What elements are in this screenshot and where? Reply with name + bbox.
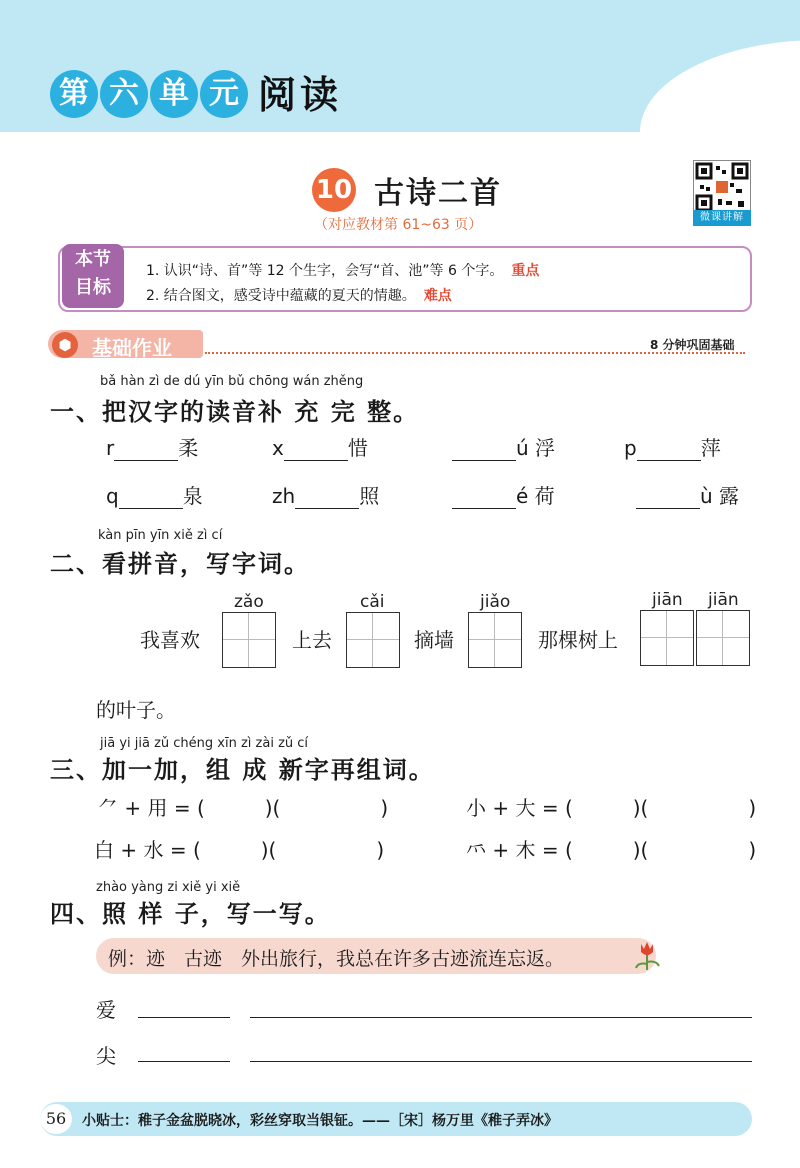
objectives-tag-line2: 目标 <box>75 277 111 298</box>
unit-char-3: 单 <box>150 70 198 118</box>
answer-blank[interactable] <box>119 486 183 509</box>
objective-item-1 <box>146 260 539 280</box>
q1-item-post: é 荷 <box>516 484 555 508</box>
objective-mark: 难点 <box>423 288 452 304</box>
q3-equation-2: 小 + 大 = ( )( ) <box>466 796 757 820</box>
q1-item <box>452 480 555 509</box>
lesson-title: 古诗二首 <box>374 176 502 211</box>
q2-pinyin: kàn pīn yīn xiě zì cí <box>98 528 223 543</box>
q1-item-post: 照 <box>359 484 380 508</box>
q1-item <box>106 480 203 509</box>
answer-line[interactable] <box>138 1060 230 1062</box>
q1-item-post: 萍 <box>700 436 721 460</box>
objective-mark: 重点 <box>511 263 540 279</box>
objectives-tag-line1: 本节 <box>75 249 111 270</box>
objective-item-2 <box>146 285 452 305</box>
unit-char-2: 六 <box>100 70 148 118</box>
footer-tip: 小贴士：稚子金盆脱晓冰，彩丝穿取当银钲。——［宋］杨万里《稚子弄冰》 <box>82 1113 558 1129</box>
answer-blank[interactable] <box>452 438 516 461</box>
writing-box[interactable] <box>468 612 522 668</box>
tulip-icon <box>632 940 662 976</box>
qr-code-icon <box>694 161 750 213</box>
q3-equation-1: ⺈ + 用 = ( )( ) <box>98 796 389 820</box>
q1-item-pre: zh <box>272 484 296 508</box>
q4-pinyin: zhào yàng zi xiě yi xiě <box>96 880 241 895</box>
qr-label: 微课讲解 <box>693 210 751 226</box>
q1-item <box>636 480 739 509</box>
answer-line[interactable] <box>250 1016 752 1018</box>
q1-item-post: 泉 <box>182 484 203 508</box>
writing-box[interactable] <box>222 612 276 668</box>
q1-item-pre: p <box>624 436 637 460</box>
q3-title: 三、加一加，组 成 新字再组词。 <box>50 756 435 784</box>
box-pinyin: zǎo <box>234 592 264 612</box>
writing-box[interactable] <box>346 612 400 668</box>
objectives-tag <box>62 244 124 308</box>
lesson-number: 10 <box>312 168 356 212</box>
writing-box[interactable] <box>696 610 750 666</box>
q2-title: 二、看拼音，写字词。 <box>50 550 310 578</box>
q1-item-pre: r <box>106 436 115 460</box>
answer-line[interactable] <box>138 1016 230 1018</box>
q3-equation-3: 白 + 水 = ( )( ) <box>94 838 385 862</box>
q4-title: 四、照 样 子，写一写。 <box>50 900 331 928</box>
section-title: 基础作业 <box>92 336 172 360</box>
q2-text-d: 那棵树上 <box>538 628 618 652</box>
objective-text: 2. 结合图文，感受诗中蕴藏的夏天的情趣。 <box>146 288 416 304</box>
lesson-reference: （对应教材第 61~63 页） <box>314 217 483 233</box>
q1-item-post: ú 浮 <box>516 436 556 460</box>
unit-char-4: 元 <box>200 70 248 118</box>
answer-blank[interactable] <box>284 438 348 461</box>
answer-line[interactable] <box>250 1060 752 1062</box>
q1-item-post: 柔 <box>178 436 199 460</box>
q1-item-post: 惜 <box>347 436 368 460</box>
q1-pinyin: bǎ hàn zì de dú yīn bǔ chōng wán zhěng <box>100 374 364 389</box>
answer-blank[interactable] <box>114 438 178 461</box>
q3-pinyin: jiā yi jiā zǔ chéng xīn zì zài zǔ cí <box>100 736 309 751</box>
q1-item-pre: x <box>272 436 284 460</box>
q2-text-c: 摘墙 <box>414 628 454 652</box>
q1-item <box>106 432 198 461</box>
q1-item <box>272 432 368 461</box>
q1-title: 一、把汉字的读音补 充 完 整。 <box>50 398 420 426</box>
cube-icon: ⬢ <box>52 332 78 358</box>
q2-text-a: 我喜欢 <box>140 628 200 652</box>
q4-word-2: 尖 <box>96 1044 116 1068</box>
q1-item-post: ù 露 <box>700 484 740 508</box>
box-pinyin: jiān <box>652 590 683 610</box>
box-pinyin: jiān <box>708 590 739 610</box>
q1-item <box>272 480 379 509</box>
answer-blank[interactable] <box>452 486 516 509</box>
box-pinyin: jiǎo <box>480 592 511 612</box>
unit-char-1: 第 <box>50 70 98 118</box>
writing-box[interactable] <box>640 610 694 666</box>
q4-word-1: 爱 <box>96 998 116 1022</box>
q1-item <box>624 432 721 461</box>
box-pinyin: cǎi <box>360 592 385 612</box>
answer-blank[interactable] <box>637 438 701 461</box>
unit-title: 阅读 <box>258 73 343 117</box>
q3-equation-4: ⺤ + 木 = ( )( ) <box>466 838 757 862</box>
answer-blank[interactable] <box>636 486 700 509</box>
objective-text: 1. 认识“诗、首”等 12 个生字，会写“首、池”等 6 个字。 <box>146 263 504 279</box>
section-note: 8 分钟巩固基础 <box>650 338 735 352</box>
q2-text-b: 上去 <box>292 628 332 652</box>
page-number: 56 <box>40 1104 72 1134</box>
q1-item <box>452 432 555 461</box>
answer-blank[interactable] <box>295 486 359 509</box>
q1-item-pre: q <box>106 484 119 508</box>
example-text: 例：迹 古迹 外出旅行，我总在许多古迹流连忘返。 <box>108 948 565 970</box>
q2-text-e: 的叶子。 <box>96 698 176 722</box>
